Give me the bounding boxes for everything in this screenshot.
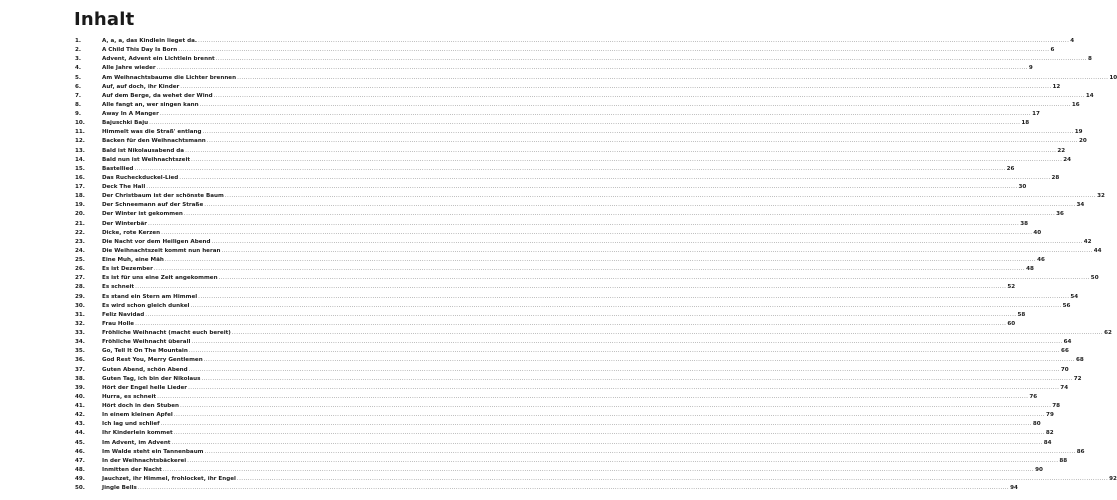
toc-leader-dots: ................................................................................................................................................................................................................................................................................................................................................................................................................	[213, 92, 1085, 99]
toc-entry	[75, 320, 1016, 329]
toc-entry-page: 42	[1083, 238, 1092, 245]
toc-leader-dots: ................................................................................................................................................................................................................................................................................................................................................................................................................	[135, 284, 1007, 291]
toc-entry-title: Deck The Hall	[102, 184, 146, 190]
toc-entry-title: Alle Jahre wieder	[102, 65, 156, 72]
toc-entry	[75, 466, 1043, 475]
toc-leader-dots: ................................................................................................................................................................................................................................................................................................................................................................................................................	[153, 266, 1026, 273]
toc-entry-title: Inmitten der Nacht	[102, 466, 162, 473]
toc-leader-dots: ................................................................................................................................................................................................................................................................................................................................................................................................................	[221, 247, 1093, 254]
toc-entry-title: Es stand ein Stern am Himmel	[102, 293, 198, 300]
toc-entry-title: Bajuschki Baju	[102, 120, 149, 127]
toc-entry-title: Am Weihnachtsbaume die Lichter brennen	[102, 74, 237, 81]
toc-entry-page: 94	[1010, 485, 1018, 492]
toc-entry-number: 8.	[75, 101, 82, 108]
toc-entry-title: Bald nun ist Weihnachtszeit	[102, 156, 191, 163]
toc-leader-dots: ................................................................................................................................................................................................................................................................................................................................................................................................................	[204, 448, 1076, 455]
toc-entry-title: Himmelt was die Straß' entlang	[102, 129, 202, 136]
toc-entry-number: 12.	[75, 138, 85, 145]
toc-entry-title: Der Winterbär	[102, 220, 147, 227]
toc-leader-dots: ................................................................................................................................................................................................................................................................................................................................................................................................................	[162, 466, 1035, 473]
toc-entry-title: Ihr Kinderlein kommet	[102, 430, 173, 437]
toc-leader-dots: ................................................................................................................................................................................................................................................................................................................................................................................................................	[206, 138, 1079, 145]
toc-entry-page: 34	[1076, 202, 1085, 209]
toc-entry	[75, 74, 1117, 83]
toc-leader-dots: ................................................................................................................................................................................................................................................................................................................................................................................................................	[203, 357, 1075, 364]
toc-entry-title: Feliz Navidad	[102, 311, 145, 318]
toc-leader-dots: ................................................................................................................................................................................................................................................................................................................................................................................................................	[173, 430, 1045, 437]
toc-entry-title: Fröhliche Weihnacht überall	[102, 339, 191, 346]
toc-entry-page: 54	[1070, 293, 1079, 300]
toc-entry-page: 6	[1050, 47, 1055, 54]
toc-entry-number: 27.	[75, 275, 85, 282]
toc-entry-title: Auf dem Berge, da wehet der Wind	[102, 92, 213, 99]
toc-entry-title: Bastellied	[102, 165, 134, 172]
toc-leader-dots: ................................................................................................................................................................................................................................................................................................................................................................................................................	[198, 38, 1070, 44]
toc-entry	[75, 484, 1018, 493]
toc-entry	[75, 119, 1030, 128]
toc-entry	[75, 302, 1071, 311]
toc-leader-dots: ................................................................................................................................................................................................................................................................................................................................................................................................................	[157, 393, 1029, 400]
toc-entry-page: 14	[1085, 92, 1094, 99]
toc-entry-page: 82	[1045, 430, 1054, 437]
toc-entry-page: 52	[1007, 284, 1016, 291]
toc-entry-title: Der Schneemann auf der Straße	[102, 202, 204, 209]
toc-entry-number: 15.	[75, 165, 85, 172]
toc-entry-number: 20.	[75, 211, 85, 218]
toc-entry	[75, 347, 1069, 356]
toc-entry-page: 60	[1007, 320, 1016, 327]
toc-entry-page: 8	[1087, 56, 1092, 63]
toc-leader-dots: ................................................................................................................................................................................................................................................................................................................................................................................................................	[161, 229, 1033, 236]
toc-leader-dots: ................................................................................................................................................................................................................................................................................................................................................................................................................	[160, 421, 1032, 428]
toc-entry	[75, 429, 1054, 438]
toc-entry-page: 80	[1032, 421, 1041, 428]
toc-entry-number: 18.	[75, 193, 85, 200]
toc-entry-title: God Rest You, Merry Gentlemen	[102, 357, 203, 364]
table-of-contents	[75, 37, 1117, 493]
toc-entry-page: 22	[1057, 147, 1066, 154]
toc-entry-page: 38	[1020, 220, 1029, 227]
toc-entry-number: 30.	[75, 302, 85, 309]
toc-leader-dots: ................................................................................................................................................................................................................................................................................................................................................................................................................	[231, 330, 1104, 336]
toc-entry	[75, 475, 1117, 484]
toc-leader-dots: ................................................................................................................................................................................................................................................................................................................................................................................................................	[224, 193, 1097, 200]
toc-leader-dots: ................................................................................................................................................................................................................................................................................................................................................................................................................	[237, 74, 1109, 81]
toc-entry-number: 9.	[75, 111, 82, 117]
toc-entry-title: Dicke, rote Kerzen	[102, 229, 161, 236]
toc-entry-number: 44.	[75, 430, 85, 437]
toc-entry	[75, 210, 1064, 219]
toc-entry-page: 4	[1070, 38, 1075, 44]
toc-entry-title: Auf, auf doch, ihr Kinder	[102, 83, 180, 90]
toc-leader-dots: ................................................................................................................................................................................................................................................................................................................................................................................................................	[180, 83, 1052, 90]
toc-entry-page: 84	[1043, 439, 1052, 446]
toc-entry-title: Alle fangt an, wer singen kann	[102, 101, 199, 108]
toc-entry-number: 1.	[75, 38, 82, 44]
toc-entry-title: Guten Tag, ich bin der Nikolaus	[102, 375, 201, 382]
toc-leader-dots: ................................................................................................................................................................................................................................................................................................................................................................................................................	[188, 348, 1061, 355]
toc-entry	[75, 338, 1072, 347]
toc-leader-dots: ................................................................................................................................................................................................................................................................................................................................................................................................................	[236, 476, 1109, 482]
toc-leader-dots: ................................................................................................................................................................................................................................................................................................................................................................................................................	[137, 485, 1010, 492]
toc-entry-number: 28.	[75, 284, 85, 291]
toc-entry	[75, 46, 1055, 55]
toc-entry-title: Der Christbaum ist der schönste Baum	[102, 193, 224, 200]
toc-entry	[75, 311, 1026, 320]
toc-leader-dots: ................................................................................................................................................................................................................................................................................................................................................................................................................	[173, 412, 1046, 419]
toc-entry	[75, 174, 1060, 183]
toc-entry-title: Bald ist Nikolausabend da	[102, 147, 185, 154]
toc-entry-page: 92	[1109, 476, 1117, 482]
page-title: Inhalt	[74, 9, 135, 30]
toc-entry-title: Go, Tell It On The Mountain	[102, 348, 188, 355]
toc-entry-number: 39.	[75, 384, 85, 391]
toc-entry-page: 44	[1093, 247, 1102, 254]
toc-entry-number: 13.	[75, 147, 85, 154]
toc-entry	[75, 37, 1075, 46]
toc-entry-title: Backen für den Weihnachtsmann	[102, 138, 206, 145]
toc-entry	[75, 247, 1102, 256]
toc-entry-number: 41.	[75, 403, 85, 409]
toc-entry-page: 24	[1063, 156, 1072, 163]
toc-entry-number: 3.	[75, 56, 82, 63]
toc-entry-page: 62	[1104, 330, 1112, 336]
toc-entry	[75, 92, 1094, 101]
toc-entry	[75, 192, 1105, 201]
toc-entry	[75, 402, 1061, 411]
toc-entry	[75, 183, 1027, 192]
toc-leader-dots: ................................................................................................................................................................................................................................................................................................................................................................................................................	[145, 311, 1017, 318]
toc-entry-number: 34.	[75, 339, 85, 346]
toc-entry-page: 40	[1033, 229, 1042, 236]
toc-entry	[75, 457, 1068, 466]
toc-leader-dots: ................................................................................................................................................................................................................................................................................................................................................................................................................	[147, 220, 1020, 227]
toc-entry	[75, 229, 1042, 238]
toc-entry-page: 88	[1059, 457, 1068, 464]
toc-entry-page: 86	[1076, 448, 1085, 455]
toc-leader-dots: ................................................................................................................................................................................................................................................................................................................................................................................................................	[146, 184, 1018, 190]
toc-leader-dots: ................................................................................................................................................................................................................................................................................................................................................................................................................	[201, 375, 1073, 382]
toc-entry-title: Die Nacht vor dem Heiligen Abend	[102, 238, 211, 245]
toc-entry	[75, 238, 1092, 247]
toc-entry-page: 66	[1061, 348, 1069, 355]
toc-leader-dots: ................................................................................................................................................................................................................................................................................................................................................................................................................	[188, 384, 1060, 391]
toc-entry	[75, 283, 1016, 292]
toc-entry-page: 28	[1051, 174, 1060, 181]
toc-entry-title: Jingle Bells	[102, 485, 137, 492]
toc-entry-number: 26.	[75, 266, 85, 273]
toc-entry-title: Im Advent, im Advent	[102, 439, 171, 446]
toc-entry-page: 58	[1017, 311, 1026, 318]
toc-entry-title: Es ist Dezember	[102, 266, 153, 273]
toc-entry-title: Es schneit	[102, 284, 135, 291]
toc-entry-title: In einem kleinen Apfel	[102, 412, 173, 419]
toc-entry	[75, 55, 1092, 64]
toc-entry-title: Advent, Advent ein Lichtlein brennt	[102, 56, 215, 63]
toc-entry-number: 16.	[75, 174, 85, 181]
toc-entry-number: 47.	[75, 457, 85, 464]
toc-leader-dots: ................................................................................................................................................................................................................................................................................................................................................................................................................	[211, 238, 1083, 245]
toc-entry-number: 40.	[75, 393, 85, 400]
toc-entry-page: 79	[1046, 412, 1054, 419]
toc-entry	[75, 366, 1069, 375]
toc-entry	[75, 256, 1045, 265]
toc-entry-page: 9	[1028, 65, 1033, 72]
toc-entry-title: Die Weihnachtszeit kommt nun heran	[102, 247, 221, 254]
toc-entry-page: 78	[1052, 403, 1061, 409]
toc-entry-number: 22.	[75, 229, 85, 236]
toc-entry	[75, 293, 1079, 302]
toc-entry-page: 19	[1074, 129, 1083, 136]
toc-entry	[75, 201, 1085, 210]
toc-entry-page: 10	[1109, 74, 1117, 81]
toc-entry-number: 32.	[75, 320, 85, 327]
toc-entry-number: 29.	[75, 293, 85, 300]
toc-entry-number: 17.	[75, 184, 85, 190]
toc-entry-number: 43.	[75, 421, 85, 428]
toc-entry-title: Guten Abend, schön Abend	[102, 366, 188, 373]
toc-entry	[75, 220, 1029, 229]
toc-entry	[75, 128, 1083, 137]
toc-entry-number: 37.	[75, 366, 85, 373]
toc-entry-number: 21.	[75, 220, 85, 227]
toc-entry-number: 36.	[75, 357, 85, 364]
toc-entry-number: 35.	[75, 348, 85, 355]
toc-leader-dots: ................................................................................................................................................................................................................................................................................................................................................................................................................	[188, 366, 1060, 373]
toc-entry-number: 50.	[75, 485, 85, 492]
toc-entry-page: 16	[1071, 101, 1080, 108]
toc-entry-number: 33.	[75, 330, 85, 336]
toc-entry-number: 14.	[75, 156, 85, 163]
toc-entry-page: 32	[1097, 193, 1105, 200]
toc-entry-page: 64	[1063, 339, 1072, 346]
toc-entry-title: Der Winter ist gekommen	[102, 211, 183, 218]
toc-entry	[75, 329, 1112, 338]
toc-entry-number: 42.	[75, 412, 85, 419]
toc-entry-title: Frau Holle	[102, 320, 135, 327]
toc-entry	[75, 137, 1087, 146]
toc-entry-page: 46	[1037, 257, 1045, 263]
toc-entry-title: Das Rucheckduckel-Lied	[102, 174, 179, 181]
toc-leader-dots: ................................................................................................................................................................................................................................................................................................................................................................................................................	[171, 439, 1043, 446]
toc-entry	[75, 356, 1084, 365]
toc-entry	[75, 420, 1041, 429]
toc-entry-title: Hört doch in den Stuben	[102, 403, 180, 409]
toc-entry	[75, 375, 1082, 384]
toc-entry-number: 23.	[75, 238, 85, 245]
toc-entry-number: 46.	[75, 448, 85, 455]
toc-leader-dots: ................................................................................................................................................................................................................................................................................................................................................................................................................	[149, 120, 1021, 127]
toc-entry-page: 17	[1032, 111, 1040, 117]
toc-leader-dots: ................................................................................................................................................................................................................................................................................................................................................................................................................	[179, 174, 1051, 181]
toc-entry-number: 11.	[75, 129, 85, 136]
toc-entry-title: Jauchzet, ihr Himmel, frohlocket, ihr Engel	[102, 476, 236, 482]
toc-entry-title: In der Weihnachtsbäckerei	[102, 457, 187, 464]
toc-entry-page: 76	[1029, 393, 1038, 400]
toc-leader-dots: ................................................................................................................................................................................................................................................................................................................................................................................................................	[164, 257, 1037, 263]
toc-entry-page: 74	[1060, 384, 1069, 391]
toc-entry-page: 36	[1056, 211, 1064, 218]
toc-leader-dots: ................................................................................................................................................................................................................................................................................................................................................................................................................	[159, 111, 1032, 117]
toc-leader-dots: ................................................................................................................................................................................................................................................................................................................................................................................................................	[185, 147, 1057, 154]
toc-entry-page: 30	[1018, 184, 1027, 190]
toc-entry-page: 56	[1062, 302, 1071, 309]
toc-leader-dots: ................................................................................................................................................................................................................................................................................................................................................................................................................	[135, 320, 1007, 327]
toc-entry-title: Es ist für uns eine Zeit angekommen	[102, 275, 218, 282]
toc-entry-number: 49.	[75, 476, 85, 482]
toc-leader-dots: ................................................................................................................................................................................................................................................................................................................................................................................................................	[202, 129, 1074, 136]
toc-entry-page: 18	[1021, 120, 1030, 127]
toc-leader-dots: ................................................................................................................................................................................................................................................................................................................................................................................................................	[183, 211, 1056, 218]
toc-entry-number: 19.	[75, 202, 85, 209]
toc-entry-number: 38.	[75, 375, 85, 382]
toc-entry-title: A Child This Day Is Born	[102, 47, 178, 54]
toc-entry-page: 48	[1026, 266, 1034, 273]
toc-entry-page: 50	[1090, 275, 1099, 282]
toc-leader-dots: ................................................................................................................................................................................................................................................................................................................................................................................................................	[204, 202, 1076, 209]
toc-entry-title: Hurra, es schneit	[102, 393, 157, 400]
toc-entry-number: 7.	[75, 92, 82, 99]
toc-entry	[75, 101, 1080, 110]
toc-entry-page: 20	[1079, 138, 1087, 145]
toc-leader-dots: ................................................................................................................................................................................................................................................................................................................................................................................................................	[215, 56, 1087, 63]
toc-entry-page: 70	[1060, 366, 1069, 373]
toc-entry	[75, 147, 1066, 156]
toc-entry-number: 5.	[75, 74, 82, 81]
toc-entry-title: Ich lag und schlief	[102, 421, 160, 428]
toc-entry	[75, 165, 1015, 174]
toc-leader-dots: ................................................................................................................................................................................................................................................................................................................................................................................................................	[178, 47, 1050, 54]
toc-entry	[75, 110, 1040, 119]
toc-entry-title: Eine Muh, eine Mäh	[102, 257, 164, 263]
toc-leader-dots: ................................................................................................................................................................................................................................................................................................................................................................................................................	[187, 457, 1059, 464]
toc-entry-number: 4.	[75, 65, 82, 72]
toc-entry	[75, 439, 1052, 448]
toc-entry-page: 68	[1075, 357, 1084, 364]
toc-leader-dots: ................................................................................................................................................................................................................................................................................................................................................................................................................	[199, 101, 1071, 108]
toc-entry-title: Away In A Manger	[102, 111, 159, 117]
toc-leader-dots: ................................................................................................................................................................................................................................................................................................................................................................................................................	[218, 275, 1090, 282]
toc-entry-title: Es wird schon gleich dunkel	[102, 302, 190, 309]
toc-entry-title: Fröhliche Weihnacht (macht euch bereit)	[102, 330, 231, 336]
toc-entry-number: 10.	[75, 120, 85, 127]
toc-entry	[75, 265, 1034, 274]
toc-entry-number: 25.	[75, 257, 85, 263]
toc-entry	[75, 448, 1085, 457]
toc-entry-page: 12	[1052, 83, 1061, 90]
toc-entry	[75, 384, 1069, 393]
toc-entry-page: 26	[1006, 165, 1015, 172]
toc-entry-title: Im Walde steht ein Tannenbaum	[102, 448, 204, 455]
toc-entry-page: 90	[1035, 466, 1043, 473]
toc-leader-dots: ................................................................................................................................................................................................................................................................................................................................................................................................................	[134, 165, 1006, 172]
toc-entry-page: 72	[1073, 375, 1082, 382]
toc-entry	[75, 274, 1099, 283]
toc-entry-number: 24.	[75, 247, 85, 254]
toc-leader-dots: ................................................................................................................................................................................................................................................................................................................................................................................................................	[191, 339, 1063, 346]
toc-entry	[75, 83, 1061, 92]
toc-entry	[75, 156, 1072, 165]
toc-entry-number: 2.	[75, 47, 82, 54]
toc-leader-dots: ................................................................................................................................................................................................................................................................................................................................................................................................................	[156, 65, 1028, 72]
toc-entry-title: A, a, a, das Kindlein lieget da.	[102, 38, 198, 44]
toc-entry-number: 45.	[75, 439, 85, 446]
toc-entry	[75, 64, 1033, 73]
toc-entry-title: Hört der Engel helle Lieder	[102, 384, 188, 391]
toc-entry-number: 6.	[75, 83, 82, 90]
toc-leader-dots: ................................................................................................................................................................................................................................................................................................................................................................................................................	[191, 156, 1063, 163]
toc-leader-dots: ................................................................................................................................................................................................................................................................................................................................................................................................................	[198, 293, 1070, 300]
toc-entry	[75, 411, 1054, 420]
toc-leader-dots: ................................................................................................................................................................................................................................................................................................................................................................................................................	[190, 302, 1062, 309]
toc-leader-dots: ................................................................................................................................................................................................................................................................................................................................................................................................................	[180, 403, 1052, 409]
toc-entry-number: 31.	[75, 311, 85, 318]
toc-entry	[75, 393, 1038, 402]
toc-entry-number: 48.	[75, 466, 85, 473]
